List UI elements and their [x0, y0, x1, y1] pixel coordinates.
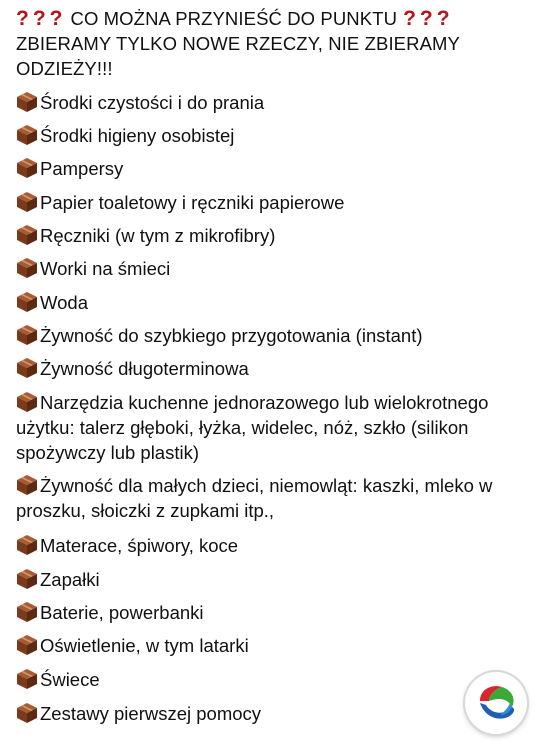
package-box-icon — [16, 568, 38, 589]
package-box-icon — [16, 702, 38, 723]
list-item — [16, 123, 541, 148]
page-title: CO MOŻNA PRZYNIEŚĆ DO PUNKTU — [70, 8, 398, 29]
page-subtitle: ZBIERAMY TYLKO NOWE RZECZY, NIE ZBIERAMY ODZIEŻY!!! — [16, 33, 460, 79]
package-box-icon — [16, 474, 38, 495]
list-item-label: Żywność dla małych dzieci, niemowląt: kaszki, mleko w proszku, słoiczki z zupkami itp., — [16, 475, 493, 521]
package-box-icon — [16, 391, 38, 412]
list-item-label: Zestawy pierwszej pomocy — [40, 703, 262, 724]
package-box-icon — [16, 324, 38, 345]
list-item — [16, 390, 541, 465]
package-box-icon — [16, 124, 38, 145]
package-box-icon — [16, 601, 38, 622]
list-item — [16, 256, 541, 281]
list-item — [16, 190, 541, 215]
package-box-icon — [16, 534, 38, 555]
package-box-icon — [16, 291, 38, 312]
list-item-label: Środki higieny osobistej — [40, 125, 235, 146]
logo — [465, 672, 527, 734]
list-item — [16, 323, 541, 348]
list-item — [16, 290, 541, 315]
list-item-label: Ręczniki (w tym z mikrofibry) — [40, 225, 276, 246]
list-item — [16, 473, 541, 523]
header — [16, 6, 536, 81]
list-item-label: Worki na śmieci — [40, 258, 171, 279]
list-item — [16, 90, 541, 115]
list-item-label: Baterie, powerbanki — [40, 602, 204, 623]
list-item — [16, 667, 541, 692]
package-box-icon — [16, 91, 38, 112]
package-box-icon — [16, 357, 38, 378]
logo-mark-icon — [474, 681, 518, 725]
list-item — [16, 533, 541, 558]
list-item-label: Narzędzia kuchenne jednorazowego lub wielokrotnego użytku: talerz głęboki, łyżka, widelec, nóż, szkło (silikon spożywczy lub plastik) — [16, 392, 489, 463]
list-item-label: Papier toaletowy i ręczniki papierowe — [40, 192, 345, 213]
package-box-icon — [16, 668, 38, 689]
package-box-icon — [16, 157, 38, 178]
list-item-label: Oświetlenie, w tym latarki — [40, 635, 249, 656]
question-marks-right: ??? — [403, 7, 454, 30]
list-item — [16, 223, 541, 248]
list-item — [16, 356, 541, 381]
list-item-label: Woda — [40, 292, 88, 313]
package-box-icon — [16, 224, 38, 245]
package-box-icon — [16, 191, 38, 212]
list-item — [16, 600, 541, 625]
list-item-label: Żywność do szybkiego przygotowania (instant) — [40, 325, 423, 346]
list-item — [16, 633, 541, 658]
list-item-label: Środki czystości i do prania — [40, 92, 265, 113]
list-item — [16, 156, 541, 181]
list-item-label: Świece — [40, 669, 100, 690]
list-item-label: Pampersy — [40, 158, 124, 179]
package-box-icon — [16, 257, 38, 278]
package-box-icon — [16, 634, 38, 655]
question-marks-left: ??? — [16, 7, 67, 30]
list-item — [16, 567, 541, 592]
list-item-label: Żywność długoterminowa — [40, 358, 249, 379]
list-item-label: Materace, śpiwory, koce — [40, 535, 239, 556]
list-item — [16, 701, 541, 726]
list-item-label: Zapałki — [40, 569, 100, 590]
